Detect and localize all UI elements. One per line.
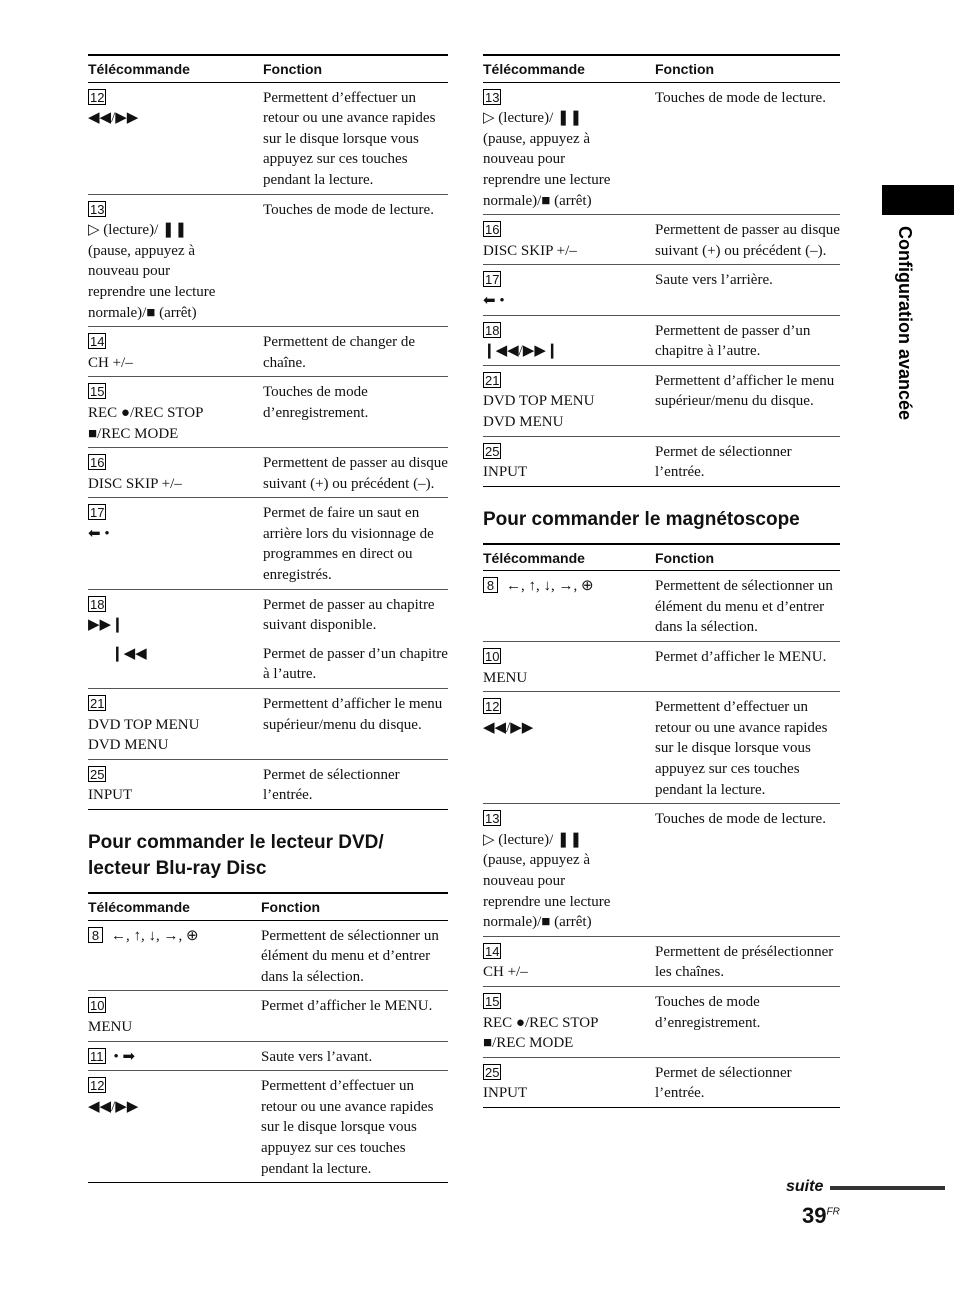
function-cell: Touches de mode de lecture. <box>263 194 448 327</box>
key-number: 12 <box>90 89 105 105</box>
key-number: 8 <box>88 927 103 943</box>
function-cell: Permettent d’effectuer un retour ou une avance rapides sur le disque lorsque vous appuyez sur ces touches pendant la lecture. <box>263 82 448 194</box>
function-cell: Permet d’afficher le MENU. <box>261 991 448 1041</box>
function-cell: Permettent de passer au disque suivant (+) ou précédent (–). <box>263 448 448 498</box>
table-row <box>88 639 448 689</box>
table-row <box>483 571 840 642</box>
function-cell: Touches de mode de lecture. <box>655 82 840 215</box>
function-cell: Permettent d’effectuer un retour ou une avance rapides sur le disque lorsque vous appuyez sur ces touches pendant la lecture. <box>655 692 840 804</box>
left-column <box>88 54 448 1183</box>
function-cell: Touches de mode de lecture. <box>655 804 840 937</box>
key-label: INPUT <box>483 1085 528 1102</box>
remote-key-cell <box>483 571 655 642</box>
remote-key-cell <box>88 689 263 760</box>
remote-key-cell <box>483 804 655 937</box>
key-number: 11 <box>90 1048 104 1064</box>
key-label: ▷ (lecture)/ ❚❚ (pause, appuyez à nouveau pour reprendre une lecture normale)/■ (arrêt) <box>88 222 216 321</box>
key-label: ▶▶❙ <box>88 617 124 634</box>
table-row <box>483 265 840 315</box>
function-cell: Permettent de passer au disque suivant (+) ou précédent (–). <box>655 215 840 265</box>
section-heading-dvd: Pour commander le lecteur DVD/ lecteur Blu-ray Disc <box>88 832 384 879</box>
remote-key-cell <box>483 986 655 1057</box>
remote-key-cell <box>483 936 655 986</box>
key-number: 18 <box>485 322 500 338</box>
key-number: 14 <box>485 943 500 959</box>
function-cell: Touches de mode d’enregistrement. <box>655 986 840 1057</box>
header-remote: Télécommande <box>483 55 655 82</box>
remote-table-dvd-cont <box>483 54 840 487</box>
header-remote: Télécommande <box>483 544 655 571</box>
key-number: 16 <box>90 455 105 471</box>
remote-key-cell <box>88 759 263 809</box>
table-row <box>483 692 840 804</box>
table-row <box>88 194 448 327</box>
key-number: 14 <box>90 334 105 350</box>
remote-key-cell <box>88 498 263 589</box>
key-number: 21 <box>485 372 500 388</box>
chapter-tab <box>882 185 954 215</box>
function-cell: Permettent de sélectionner un élément du menu et d’entrer dans la sélection. <box>655 571 840 642</box>
table-row <box>88 920 448 991</box>
function-cell: Permet de faire un saut en arrière lors du visionnage de programmes en direct ou enregistrés. <box>263 498 448 589</box>
page-number-value: 39 <box>802 1203 827 1228</box>
remote-table-dvd <box>88 892 448 1183</box>
section-heading-vcr: Pour commander le magnétoscope <box>483 508 800 530</box>
key-label: ▷ (lecture)/ ❚❚ (pause, appuyez à nouveau pour reprendre une lecture normale)/■ (arrêt) <box>483 110 611 209</box>
chapter-label: Configuration avancée <box>895 226 915 421</box>
key-label: ←, ↑, ↓, →, ⊕ <box>111 927 199 944</box>
key-number: 25 <box>90 766 105 782</box>
key-label: DVD TOP MENU DVD MENU <box>88 716 200 754</box>
key-number: 15 <box>90 384 105 400</box>
key-label: ⬅ • <box>88 525 110 542</box>
key-label: ▷ (lecture)/ ❚❚ (pause, appuyez à nouveau pour reprendre une lecture normale)/■ (arrêt) <box>483 831 611 931</box>
key-number: 25 <box>485 1064 500 1080</box>
key-label: DISC SKIP +/– <box>88 475 182 492</box>
remote-key-cell <box>88 327 263 377</box>
key-number: 13 <box>485 811 500 827</box>
function-cell: Permettent d’effectuer un retour ou une avance rapides sur le disque lorsque vous appuyez sur ces touches pendant la lecture. <box>261 1071 448 1183</box>
key-label: MENU <box>483 669 528 686</box>
key-label: DISC SKIP +/– <box>483 242 577 259</box>
header-function: Fonction <box>263 55 448 82</box>
table-row <box>88 759 448 809</box>
remote-key-cell <box>483 1057 655 1107</box>
table-row <box>88 991 448 1041</box>
table-row <box>88 82 448 194</box>
table-row <box>88 589 448 639</box>
key-number: 15 <box>485 993 500 1009</box>
key-label: DVD TOP MENU DVD MENU <box>483 393 595 430</box>
table-row <box>483 215 840 265</box>
table-row <box>483 365 840 436</box>
table-row <box>88 1041 448 1071</box>
function-cell: Permettent de présélectionner les chaînes. <box>655 936 840 986</box>
function-cell: Saute vers l’avant. <box>261 1041 448 1071</box>
header-remote: Télécommande <box>88 893 261 920</box>
table-row <box>88 377 448 448</box>
key-label: INPUT <box>483 464 528 481</box>
remote-key-cell <box>88 194 263 327</box>
key-number: 16 <box>485 222 500 238</box>
key-label: ←, ↑, ↓, →, ⊕ <box>506 578 594 595</box>
table-row <box>483 804 840 937</box>
key-label: CH +/– <box>483 964 528 981</box>
remote-table-vcr <box>483 543 840 1108</box>
table-row <box>483 642 840 692</box>
key-label: ◀◀/▶▶ <box>88 1098 139 1115</box>
key-label: ◀◀/▶▶ <box>483 719 534 736</box>
key-label: MENU <box>88 1018 133 1035</box>
header-function: Fonction <box>261 893 448 920</box>
key-label: ◀◀/▶▶ <box>88 110 139 127</box>
key-number: 10 <box>90 998 105 1014</box>
page-number <box>802 1203 840 1229</box>
table-row <box>88 448 448 498</box>
key-number: 18 <box>90 596 105 612</box>
function-cell: Permet de sélectionner l’entrée. <box>655 436 840 486</box>
remote-table-tv <box>88 54 448 810</box>
key-label: REC ●/REC STOP ■/REC MODE <box>88 404 203 442</box>
key-label: ❙◀◀ <box>111 645 147 662</box>
function-cell: Permettent d’afficher le menu supérieur/menu du disque. <box>655 365 840 436</box>
key-label: ❙◀◀/▶▶❙ <box>483 343 559 360</box>
remote-key-cell <box>483 215 655 265</box>
table-row <box>483 1057 840 1107</box>
key-number: 13 <box>485 89 500 105</box>
table-row <box>483 986 840 1057</box>
remote-key-cell <box>88 448 263 498</box>
function-cell: Permet de passer au chapitre suivant disponible. <box>263 596 435 634</box>
table-row <box>483 315 840 365</box>
function-cell: Permettent de passer d’un chapitre à l’autre. <box>655 315 840 365</box>
table-row <box>483 436 840 486</box>
function-cell: Permettent d’afficher le menu supérieur/menu du disque. <box>263 689 448 760</box>
remote-key-cell <box>483 642 655 692</box>
key-number: 17 <box>90 505 105 521</box>
remote-key-cell <box>88 82 263 194</box>
function-cell: Permet d’afficher le MENU. <box>655 642 840 692</box>
header-function: Fonction <box>655 55 840 82</box>
remote-key-cell <box>483 365 655 436</box>
table-row <box>88 498 448 589</box>
header-remote: Télécommande <box>88 55 263 82</box>
table-row <box>88 689 448 760</box>
remote-key-cell <box>483 436 655 486</box>
header-function: Fonction <box>655 544 840 571</box>
key-number: 13 <box>90 201 105 217</box>
key-label: ⬅ • <box>483 292 505 309</box>
table-row <box>88 327 448 377</box>
remote-key-cell <box>88 1071 261 1183</box>
function-cell: Permet de sélectionner l’entrée. <box>263 759 448 809</box>
remote-key-cell <box>88 991 261 1041</box>
continued-rule <box>830 1186 945 1190</box>
function-cell: Permettent de sélectionner un élément du menu et d’entrer dans la sélection. <box>261 920 448 991</box>
remote-key-cell <box>483 315 655 365</box>
key-label: CH +/– <box>88 354 133 371</box>
table-row <box>88 1071 448 1183</box>
key-number: 12 <box>485 699 500 715</box>
key-number: 10 <box>485 649 500 665</box>
remote-key-cell <box>483 692 655 804</box>
table-row <box>483 82 840 215</box>
key-label: REC ●/REC STOP ■/REC MODE <box>483 1014 598 1052</box>
key-label: INPUT <box>88 787 133 804</box>
remote-key-cell <box>88 589 263 639</box>
function-cell: Permet de passer d’un chapitre à l’autre. <box>263 639 448 689</box>
key-number: 8 <box>483 577 498 593</box>
function-cell: Permet de sélectionner l’entrée. <box>655 1057 840 1107</box>
key-number: 21 <box>90 696 105 712</box>
continued-label: suite <box>786 1178 824 1195</box>
key-number: 25 <box>485 443 500 459</box>
key-label: • ➡ <box>113 1048 136 1065</box>
remote-key-cell <box>88 639 263 689</box>
function-cell: Saute vers l’arrière. <box>655 265 840 315</box>
remote-key-cell <box>88 377 263 448</box>
key-number: 12 <box>90 1078 105 1094</box>
right-column <box>483 54 840 1108</box>
key-number: 17 <box>485 272 500 288</box>
remote-key-cell <box>483 265 655 315</box>
page-lang: FR <box>826 1206 840 1218</box>
remote-key-cell <box>483 82 655 215</box>
function-cell: Touches de mode d’enregistrement. <box>263 377 448 448</box>
remote-key-cell <box>88 920 261 991</box>
remote-key-cell <box>88 1041 261 1071</box>
function-cell: Permettent de changer de chaîne. <box>263 327 448 377</box>
table-row <box>483 936 840 986</box>
